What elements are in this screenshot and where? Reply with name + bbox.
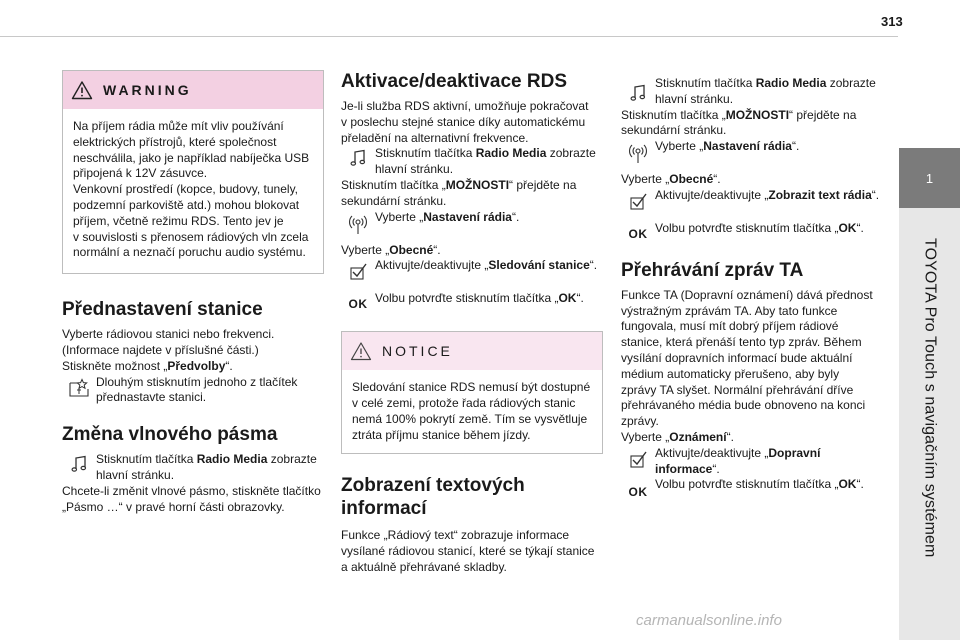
checkbox-icon [628,449,648,469]
notice-body: Sledování stanice RDS nemusí být dostupné v celé zemi, protože řada rádiových stanic nemá 100% pokrytí země. Tím se vysvětluje ztráta příjmu stanice během jízdy. [352,380,591,442]
music-note-icon [349,149,367,167]
ta-section: Funkce TA (Dopravní oznámení) dává přednost výstražným zprávám TA. Aby tato funkce fungovala, musí mít dobrý příjem rádiové stanice, která přenáší tento typ zpráv. Během vysílání dopravních informací bude aktuální médium automaticky přerušeno, aby byly zprávy TA slyšet. Normální přehrávání dříve přehrávaného média bude obnoveno na konci zprávy. Vyberte „Oznámení“. Aktivujte/deaktivujte „Dopravní informace“. OK Volbu potvrďte stisknutím tlačítka „OK“. [621,288,883,501]
notice-title: NOTICE [382,343,453,360]
checkbox-icon [348,261,368,281]
music-note-icon [629,84,647,102]
preset-line: (Informace najdete v příslušné části.) [62,342,259,357]
band-heading: Změna vlnového pásma [62,424,278,446]
text-info-intro: Funkce „Rádiový text“ zobrazuje informace vysílané rádiovou stanicí, které se týkají stanice a aktuálně přehrávané skladby. [341,528,595,574]
text-info-step-media: Stisknutím tlačítka Radio Media zobrazte hlavní stránku. [621,76,883,108]
warning-line: Na příjem rádia může mít vliv používání [73,119,284,133]
ta-step-toggle: Aktivujte/deaktivujte „Dopravní informace“. [621,446,883,478]
warning-title: WARNING [103,82,192,98]
preset-step: Dlouhým stisknutím jednoho z tlačítek přednastavte stanici. [62,375,324,407]
preset-section [62,327,324,406]
ok-icon: OK [628,485,648,500]
text-info-step-confirm: OK Volbu potvrďte stisknutím tlačítka „OK“. [628,220,864,241]
chapter-title-text: TOYOTA Pro Touch s navigačním systémem [921,238,939,558]
checkbox-icon [628,191,648,211]
band-section [62,452,324,515]
preset-line: Vyberte rádiovou stanici nebo frekvenci. [62,327,275,342]
text-info-heading: Zobrazení textových informací [341,475,525,520]
rds-section: Je-li služba RDS aktivní, umožňuje pokračovat v poslechu stejné stanice díky automatickému přeladění na alternativní frekvence. Stisknutím tlačítka Radio Media zobrazte hlavní stránku. Stisknutím tlačítka „MOŽNOSTI“ přejděte na sekundární stránku. Vyberte „Nastavení rádia“. Vyberte „Obecné“. Aktivujte/deaktivujte „Sledování stanice“. OK Volbu potvrďte stisknutím tlačítka „OK“. [341,99,603,313]
warning-box [62,70,324,274]
warning-header [63,71,323,109]
column-right [621,76,883,501]
music-note-icon [70,455,88,473]
warning-line: připojená k 12V zásuvce. [73,166,208,181]
notice-header [342,332,602,370]
rds-step-radio-settings: Vyberte „Nastavení rádia“. [341,210,603,235]
warning-line: elektrických přístrojů, které společnost [73,134,277,149]
preset-line: Stiskněte možnost „Předvolby“. [62,358,233,373]
text-info-step-toggle: Aktivujte/deaktivujte „Zobrazit text rádia“. [621,188,883,211]
rds-step-toggle: Aktivujte/deaktivujte „Sledování stanice“. [341,258,603,281]
ta-heading: Přehrávání zpráv TA [621,259,804,281]
radio-waves-icon [346,213,370,235]
warning-line: Venkovní prostředí (kopce, budovy, tunely, [73,182,299,197]
warning-line: podzemní parkoviště atd.) mohou blokovat [73,197,300,212]
chapter-tab-number: 1 [925,170,934,186]
ok-icon: OK [628,226,648,241]
notice-triangle-icon [350,341,372,361]
warning-line: v souvislosti s přenosem rádiových vln zcela [73,229,309,244]
rds-heading: Aktivace/deaktivace RDS [341,71,568,92]
header-divider [0,36,898,37]
warning-line: neschválila, jako je například nabíječka USB [73,150,310,165]
band-step: Stisknutím tlačítka Radio Media zobrazte hlavní stránku. [62,452,324,484]
warning-triangle-icon [71,80,93,100]
ta-step-confirm: OK Volbu potvrďte stisknutím tlačítka „OK“. [628,477,864,500]
rds-step-confirm: OK Volbu potvrďte stisknutím tlačítka „OK“. [348,291,584,312]
chapter-tab [899,148,960,208]
band-line: Chcete-li změnit vlnové pásmo, stiskněte tlačítko [62,483,321,498]
warning-line: normální a neznačí poruchu audio systému. [73,245,306,260]
preset-star-icon [68,378,90,398]
warning-body [63,109,323,273]
watermark: carmanualsonline.info [636,612,782,629]
text-info-step-radio-settings: Vyberte „Nastavení rádia“. [621,139,883,164]
chapter-side-title [899,208,960,588]
text-info-steps: Stisknutím tlačítka Radio Media zobrazte hlavní stránku. Stisknutím tlačítka „MOŽNOSTI“ přejděte na sekundární stránku. Vyberte „Nastavení rádia“. Vyberte „Obecné“. Aktivujte/deaktivujte „Zobrazit text rádia“. OK Volbu potvrďte stisknutím tlačítka „OK“. [621,76,883,243]
page-number: 313 [881,14,903,29]
radio-waves-icon [626,142,650,164]
rds-step-media: Stisknutím tlačítka Radio Media zobrazte hlavní stránku. [341,146,603,178]
band-line: „Pásmo …“ v pravé horní části obrazovky. [62,499,285,514]
warning-line: příjem, včetně režimu RDS. Tento jev je [73,213,284,228]
notice-box [341,331,603,454]
ok-icon: OK [348,297,368,312]
preset-heading: Přednastavení stanice [62,299,263,321]
column-left [62,70,324,515]
column-middle [341,70,603,576]
